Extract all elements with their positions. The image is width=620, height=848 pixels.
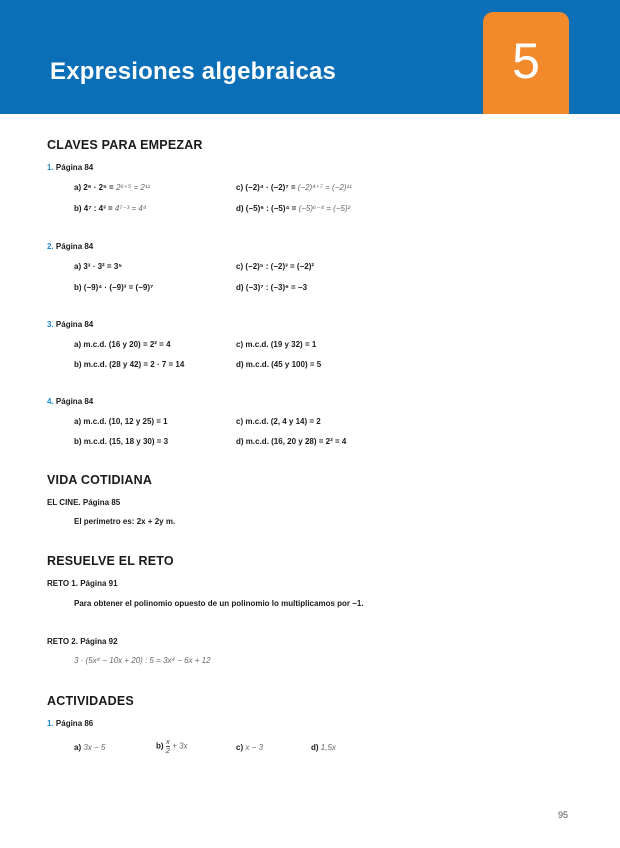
- exercise-heading: [47, 163, 93, 172]
- page-number: 95: [558, 810, 569, 820]
- section-title-reto: RESUELVE EL RETO: [47, 554, 174, 568]
- answer-item: b) $\frac{x}{2}$ + 3x: [156, 737, 188, 755]
- exercise-heading: RETO 2. Página 92: [47, 637, 118, 646]
- answer-item: c) (−2)⁴ · (−2)⁷ = (−2)⁴⁺⁷ = (−2)¹¹: [236, 183, 352, 192]
- exercise-heading: EL CINE. Página 85: [47, 498, 121, 507]
- exercise-number: 1.: [47, 163, 54, 172]
- answer-item: c) m.c.d. (2, 4 y 14) = 2: [236, 417, 321, 426]
- answer-item: a) m.c.d. (16 y 20) = 2² = 4: [74, 340, 171, 349]
- chapter-header: [0, 0, 620, 114]
- fraction: $\frac{x}{2}$: [165, 737, 170, 755]
- exercise-heading: 2. Página 84: [47, 242, 94, 251]
- answer-item: d) m.c.d. (16, 20 y 28) = 2² = 4: [236, 437, 347, 446]
- answer-item: a) 2⁶ · 2⁵ = 2⁶⁺⁵ = 2¹¹: [74, 183, 151, 192]
- exercise-heading: RETO 1. Página 91: [47, 579, 118, 588]
- answer-text: Para obtener el polinomio opuesto de un polinomio lo multiplicamos por −1.: [74, 599, 364, 608]
- answer-text: El perímetro es: 2x + 2y m.: [74, 517, 176, 526]
- answer-item: c) (−2)⁵ : (−2)³ = (−2)²: [236, 262, 315, 271]
- answer-item: a) m.c.d. (10, 12 y 25) = 1: [74, 417, 168, 426]
- answer-item: b) (−9)⁴ · (−9)³ = (−9)⁷: [74, 283, 154, 292]
- chapter-tab: [483, 12, 569, 114]
- answer-item: c) x − 3: [236, 743, 263, 752]
- answer-item: d) (−3)⁷ : (−3)⁶ = −3: [236, 283, 308, 292]
- answer-item: d) (−5)⁶ : (−5)⁴ = (−5)⁶⁻⁴ = (−5)²: [236, 204, 351, 213]
- chapter-number: 5: [512, 33, 540, 89]
- exercise-heading: 1. Página 86: [47, 719, 94, 728]
- exercise-heading: 3. Página 84: [47, 320, 94, 329]
- answer-item: a) 3³ · 3² = 3⁵: [74, 262, 123, 271]
- exercise-heading: 4. Página 84: [47, 397, 94, 406]
- answer-item: c) m.c.d. (19 y 32) = 1: [236, 340, 317, 349]
- answer-item: d) m.c.d. (45 y 100) = 5: [236, 360, 322, 369]
- section-title-claves: CLAVES PARA EMPEZAR: [47, 138, 203, 152]
- answer-item: d) 1,5x: [311, 743, 336, 752]
- section-title-actividades: ACTIVIDADES: [47, 694, 134, 708]
- answer-item: a) 3x − 5: [74, 743, 106, 752]
- page-title: Expresiones algebraicas: [50, 58, 337, 85]
- exercise-page: Página 84: [55, 163, 94, 172]
- answer-item: b) m.c.d. (28 y 42) = 2 · 7 = 14: [74, 360, 185, 369]
- answer-item: b) m.c.d. (15, 18 y 30) = 3: [74, 437, 169, 446]
- section-title-vida: VIDA COTIDIANA: [47, 473, 153, 487]
- answer-text: 3 · (5x⁴ − 10x + 20) : 5 = 3x⁴ − 6x + 12: [74, 656, 211, 665]
- answer-item: b) 4⁷ : 4³ = 4⁷⁻³ = 4⁴: [74, 204, 147, 213]
